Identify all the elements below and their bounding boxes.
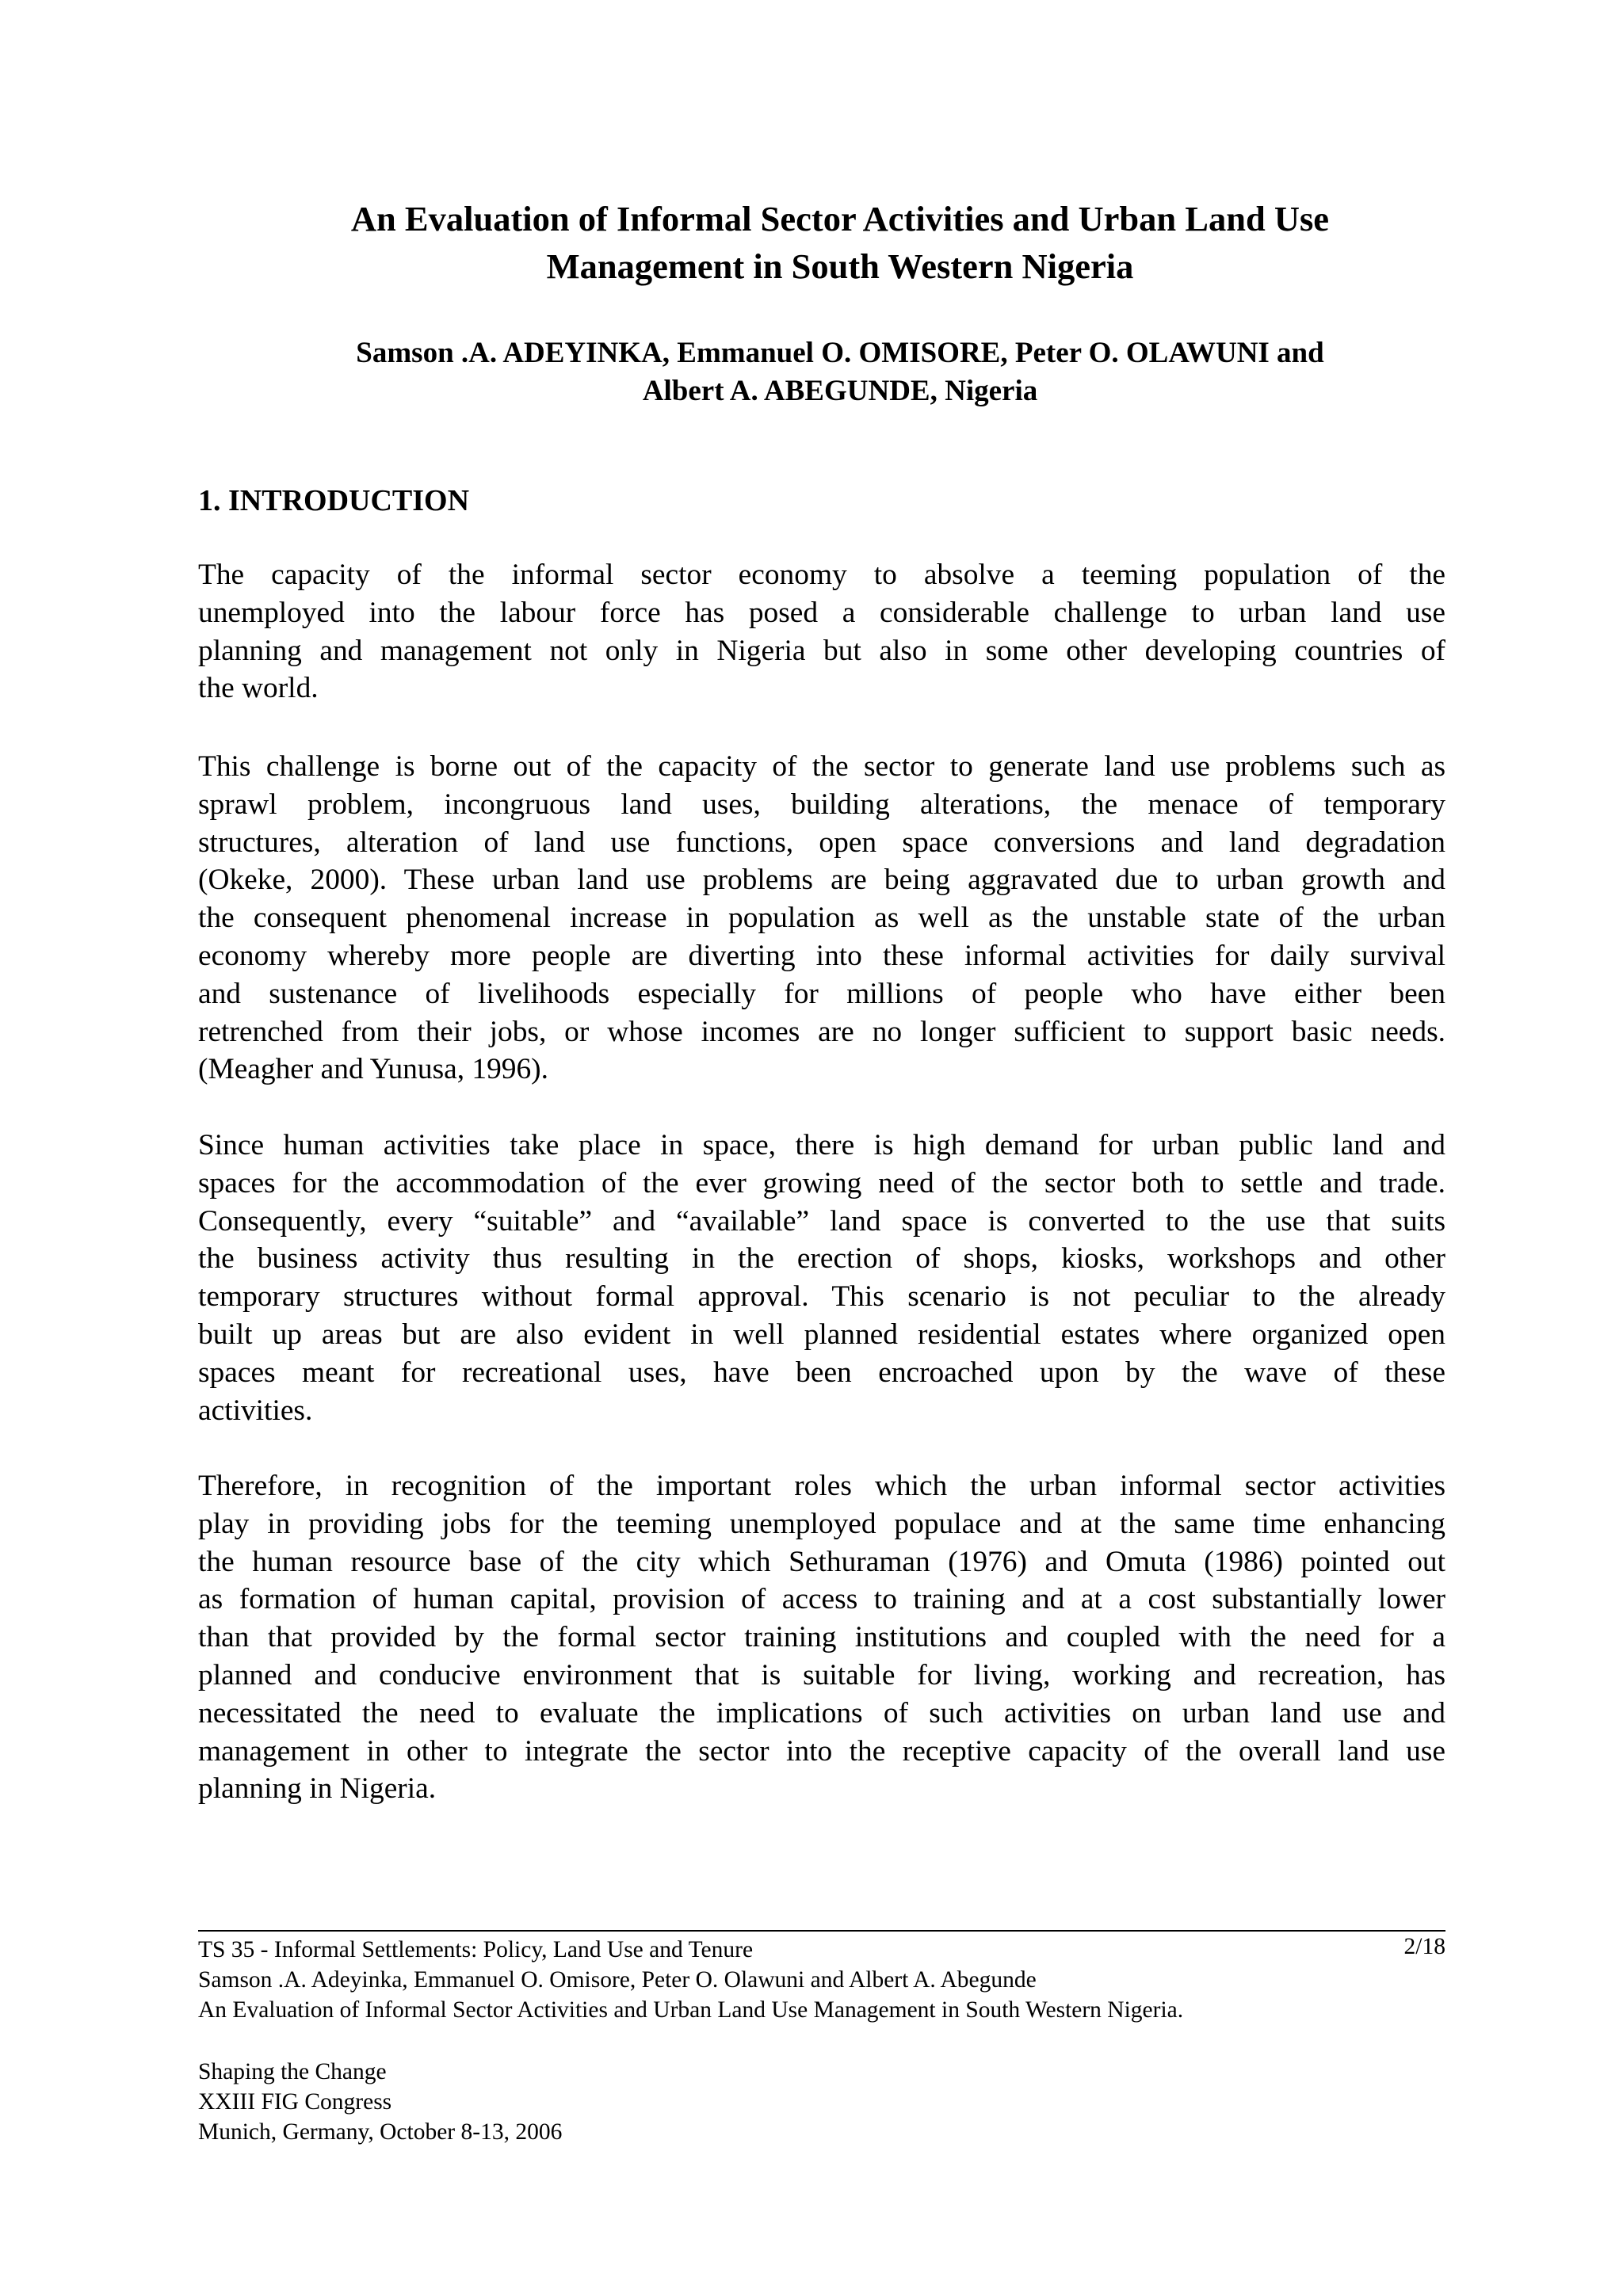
paragraph-line: spaces for the accommodation of the ever growing need of the sector both to settle and trade. [198, 1166, 1445, 1199]
paragraph-line: (Meagher and Yunusa, 1996). [198, 1053, 548, 1086]
paragraph-line: retrenched from their jobs, or whose incomes are no longer sufficient to support basic needs. [198, 1015, 1445, 1048]
body-paragraph [198, 556, 1445, 707]
paragraph-line: Consequently, every “suitable” and “available” land space is converted to the use that suits [198, 1204, 1445, 1238]
paragraph-line: and sustenance of livelihoods especially for millions of people who have either been [198, 977, 1445, 1010]
paragraph-line: The capacity of the informal sector economy to absolve a teeming population of the [198, 559, 1445, 591]
paper-title-line: Management in South Western Nigeria [546, 246, 1134, 286]
paragraph-line: economy whereby more people are diverting into these informal activities for daily survival [198, 939, 1445, 972]
body-paragraph [198, 1127, 1445, 1429]
paragraph-line: the world. [198, 672, 319, 705]
paper-title [198, 195, 1482, 290]
paragraph-line: This challenge is borne out of the capacity of the sector to generate land use problems such as [198, 750, 1445, 783]
footer-conference-place-date: Munich, Germany, October 8-13, 2006 [198, 2119, 563, 2145]
paragraph-line: planning and management not only in Nigeria but also in some other developing countries of [198, 634, 1445, 667]
paragraph-line: the human resource base of the city which Sethuraman (1976) and Omuta (1986) pointed out [198, 1545, 1445, 1578]
paragraph-line: structures, alteration of land use functions, open space conversions and land degradation [198, 826, 1445, 859]
paragraph-line: spaces meant for recreational uses, have been encroached upon by the wave of these [198, 1356, 1445, 1389]
paragraph-line: temporary structures without formal approval. This scenario is not peculiar to the already [198, 1280, 1445, 1314]
paragraph-line: sprawl problem, incongruous land uses, building alterations, the menace of temporary [198, 788, 1445, 821]
paragraph-line: activities. [198, 1394, 313, 1427]
paragraph-line: the business activity thus resulting in the erection of shops, kiosks, workshops and other [198, 1242, 1445, 1276]
paragraph-line: Therefore, in recognition of the important roles which the urban informal sector activities [198, 1470, 1445, 1502]
footer-conference-theme: Shaping the Change [198, 2059, 387, 2084]
footer-divider [198, 1930, 1445, 1932]
author-line: Samson .A. ADEYINKA, Emmanuel O. OMISORE, Peter O. OLAWUNI and [356, 337, 1324, 369]
footer-session: TS 35 - Informal Settlements: Policy, Land Use and Tenure [198, 1937, 754, 1962]
page-number: 2/18 [1403, 1934, 1445, 1959]
paper-title-line: An Evaluation of Informal Sector Activities and Urban Land Use [350, 199, 1330, 238]
body-paragraph [198, 1467, 1445, 1808]
footer-authors: Samson .A. Adeyinka, Emmanuel O. Omisore, Peter O. Olawuni and Albert A. Abegunde [198, 1967, 1037, 1993]
paragraph-line: unemployed into the labour force has posed a considerable challenge to urban land use [198, 596, 1445, 629]
section-heading: 1. INTRODUCTION [198, 484, 470, 517]
paragraph-line: planning in Nigeria. [198, 1772, 437, 1806]
paragraph-line: necessitated the need to evaluate the implications of such activities on urban land use and [198, 1696, 1445, 1730]
paragraph-line: management in other to integrate the sector into the receptive capacity of the overall land use [198, 1734, 1445, 1768]
paragraph-line: planned and conducive environment that is suitable for living, working and recreation, has [198, 1658, 1445, 1691]
paragraph-line: (Okeke, 2000). These urban land use problems are being aggravated due to urban growth and [198, 864, 1445, 897]
author-list [198, 334, 1482, 410]
paragraph-line: than that provided by the formal sector training institutions and coupled with the need for a [198, 1621, 1445, 1654]
paragraph-line: as formation of human capital, provision of access to training and at a cost substantially lower [198, 1583, 1445, 1616]
author-line: Albert A. ABEGUNDE, Nigeria [642, 375, 1038, 407]
footer-paper-title: An Evaluation of Informal Sector Activities and Urban Land Use Management in South Western Nigeria. [198, 1997, 1184, 2023]
paragraph-line: play in providing jobs for the teeming unemployed populace and at the same time enhancing [198, 1507, 1445, 1540]
paragraph-line: built up areas but are also evident in well planned residential estates where organized open [198, 1318, 1445, 1351]
footer-conference-name: XXIII FIG Congress [198, 2089, 392, 2115]
paragraph-line: the consequent phenomenal increase in population as well as the unstable state of the urban [198, 902, 1445, 935]
paragraph-line: Since human activities take place in space, there is high demand for urban public land and [198, 1129, 1445, 1161]
body-paragraph [198, 748, 1445, 1089]
